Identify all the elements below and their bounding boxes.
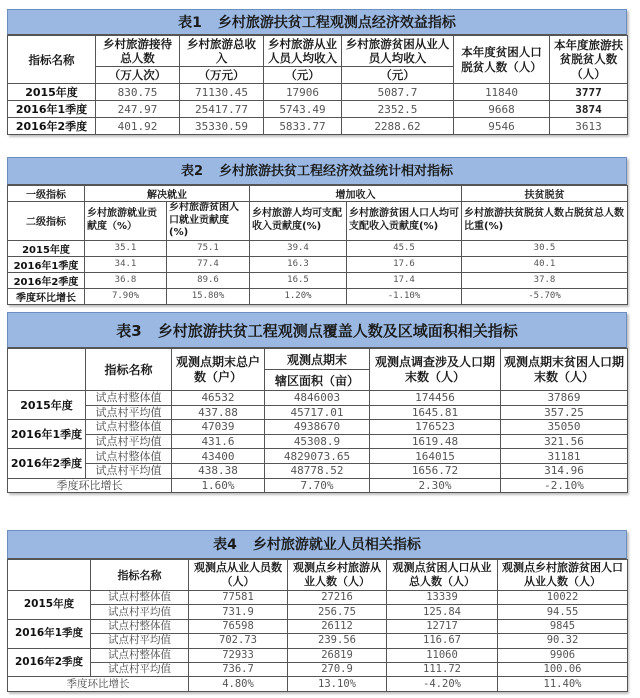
table-row (8, 648, 628, 662)
unit-10k-person-times: （万人次） (96, 67, 180, 84)
cell: 25417.77 (180, 101, 264, 118)
cell: 7.70% (265, 478, 370, 493)
table-row-growth (8, 288, 628, 304)
cell: 3874 (550, 101, 628, 118)
cell: 31181 (501, 449, 628, 464)
cell: 5743.49 (264, 101, 342, 118)
header-total-income: 乡村旅游总收入 (180, 36, 264, 67)
header-blank (8, 349, 86, 391)
header-employees: 观测点从业人员数（人） (189, 560, 288, 591)
table-2-title-text: 乡村旅游扶贫工程经济效益统计相对指标 (219, 164, 454, 179)
table-4-employment (7, 530, 627, 692)
header-tourism-poverty-exit-count: 本年度旅游扶贫脱贫人数（人） (550, 36, 628, 84)
cell: 30.5 (462, 240, 628, 256)
cell: 321.56 (501, 434, 628, 449)
cell: 26819 (288, 648, 387, 662)
header-total-households: 观测点期末总户数（户） (172, 349, 265, 391)
cell: 125.84 (387, 605, 498, 619)
table-4-title (7, 530, 627, 559)
cell: 431.6 (172, 434, 265, 449)
row-label: 2016年2季度 (8, 272, 85, 288)
group-employment: 解决就业 (85, 186, 250, 202)
cell: 437.88 (172, 405, 265, 420)
cell: -1.10% (347, 288, 462, 304)
cell: 5833.77 (264, 118, 342, 135)
cell: 1645.81 (370, 405, 501, 420)
sub-label: 试点村整体值 (91, 619, 189, 633)
indicator-income-contribution: 乡村旅游人均可支配收入贡献度(%) (250, 202, 347, 241)
header-blank (8, 560, 91, 591)
cell: -2.10% (501, 478, 628, 493)
table-2-grid (7, 185, 628, 305)
row-label: 2016年1季度 (8, 101, 96, 118)
cell: 5087.7 (342, 84, 454, 101)
table-row (8, 634, 628, 648)
table-3-grid (7, 348, 628, 493)
header-indicator-name: 指标名称 (8, 36, 96, 84)
period-label: 2016年2季度 (8, 648, 91, 677)
table-1-title (7, 9, 627, 35)
growth-label: 季度环比增长 (8, 677, 189, 691)
table-3-number: 表3 (116, 322, 142, 340)
cell: 731.9 (189, 605, 288, 619)
sub-label: 试点村整体值 (91, 648, 189, 662)
cell: 438.38 (172, 463, 265, 478)
header-per-capita-income: 乡村旅游从业人员人均收入 (264, 36, 342, 67)
header-tourism-employees: 观测点乡村旅游从业人数（人） (288, 560, 387, 591)
sub-label: 试点村平均值 (91, 634, 189, 648)
cell: 702.73 (189, 634, 288, 648)
table-row (8, 240, 628, 256)
header-poverty-exit-count: 本年度贫困人口脱贫人数（人） (454, 36, 550, 84)
cell: 71130.45 (180, 84, 264, 101)
table-row (8, 272, 628, 288)
unit-yuan: （元） (342, 67, 454, 84)
header-poor-tourism-employees: 观测点乡村旅游贫困人口从业人数（人） (498, 560, 628, 591)
cell: 36.8 (85, 272, 167, 288)
table-1-grid (7, 35, 628, 135)
cell: 256.75 (288, 605, 387, 619)
table-2-title (7, 157, 627, 185)
cell: 37869 (501, 391, 628, 406)
cell: 46532 (172, 391, 265, 406)
row-label: 2016年2季度 (8, 118, 96, 135)
cell: 40.1 (462, 256, 628, 272)
cell: 37.8 (462, 272, 628, 288)
cell: 77.4 (167, 256, 250, 272)
sub-label: 试点村平均值 (86, 463, 172, 478)
group-poverty-exit: 扶贫脱贫 (462, 186, 628, 202)
header-surveyed-population: 观测点调查涉及人口期末数（人） (370, 349, 501, 391)
table-4-grid (7, 559, 628, 692)
cell: 26112 (288, 619, 387, 633)
table-row (8, 391, 628, 406)
level-2-label: 二级指标 (8, 202, 85, 241)
sub-label: 试点村平均值 (86, 405, 172, 420)
cell: 4938670 (265, 420, 370, 435)
table-1-economic-benefit (7, 9, 627, 135)
indicator-employment-contribution: 乡村旅游就业贡献度（%） (85, 202, 167, 241)
cell: 9546 (454, 118, 550, 135)
cell: 247.97 (96, 101, 180, 118)
cell: 11.40% (498, 677, 628, 691)
cell: 736.7 (189, 662, 288, 676)
sub-label: 试点村整体值 (86, 391, 172, 406)
cell: 43400 (172, 449, 265, 464)
cell: 4.80% (189, 677, 288, 691)
table-1-number: 表1 (178, 15, 202, 31)
growth-label: 季度环比增长 (8, 478, 172, 493)
period-label: 2016年1季度 (8, 420, 86, 449)
table-1-title-text: 乡村旅游扶贫工程观测点经济效益指标 (217, 15, 456, 31)
table-2-relative-indicators (7, 157, 627, 305)
cell: 75.1 (167, 240, 250, 256)
unit-yuan: （元） (264, 67, 342, 84)
cell: 94.55 (498, 605, 628, 619)
cell: 176523 (370, 420, 501, 435)
cell: 76598 (189, 619, 288, 633)
cell: 164015 (370, 449, 501, 464)
cell: 17.6 (347, 256, 462, 272)
sub-label: 试点村整体值 (86, 449, 172, 464)
table-row (8, 434, 628, 449)
row-label: 2015年度 (8, 84, 96, 101)
sub-label: 试点村整体值 (91, 591, 189, 605)
cell: 2.30% (370, 478, 501, 493)
cell: 4846003 (265, 391, 370, 406)
header-total-visitors: 乡村旅游接待总人数 (96, 36, 180, 67)
table-row-growth (8, 677, 628, 691)
cell: 111.72 (387, 662, 498, 676)
unit-10k-yuan: （万元） (180, 67, 264, 84)
cell: 9845 (498, 619, 628, 633)
table-4-title-text: 乡村旅游就业人员相关指标 (252, 537, 421, 553)
cell: 1656.72 (370, 463, 501, 478)
table-row (8, 605, 628, 619)
cell: 10022 (498, 591, 628, 605)
cell: 314.96 (501, 463, 628, 478)
header-indicator-name: 指标名称 (91, 560, 189, 591)
cell: 3777 (550, 84, 628, 101)
cell: 7.90% (85, 288, 167, 304)
table-row (8, 256, 628, 272)
indicator-poverty-exit-share: 乡村旅游扶贫脱贫人数占脱贫总人数比重(%) (462, 202, 628, 241)
cell: 13339 (387, 591, 498, 605)
table-row (8, 463, 628, 478)
table-row (8, 591, 628, 605)
cell: 270.9 (288, 662, 387, 676)
cell: 1.20% (250, 288, 347, 304)
cell: 35330.59 (180, 118, 264, 135)
level-1-label: 一级指标 (8, 186, 85, 202)
cell: 34.1 (85, 256, 167, 272)
cell: -4.20% (387, 677, 498, 691)
cell: 401.92 (96, 118, 180, 135)
table-row (8, 118, 628, 135)
cell: 1.60% (172, 478, 265, 493)
table-row (8, 405, 628, 420)
table-2-number: 表2 (180, 164, 204, 179)
table-row (8, 84, 628, 101)
cell: 9906 (498, 648, 628, 662)
table-row (8, 101, 628, 118)
cell: 35050 (501, 420, 628, 435)
table-row-growth (8, 478, 628, 493)
cell: 72933 (189, 648, 288, 662)
table-3-coverage (7, 312, 627, 493)
cell: 2288.62 (342, 118, 454, 135)
cell: 89.6 (167, 272, 250, 288)
period-label: 2015年度 (8, 391, 86, 420)
cell: 15.80% (167, 288, 250, 304)
cell: 357.25 (501, 405, 628, 420)
cell: 116.67 (387, 634, 498, 648)
cell: 239.56 (288, 634, 387, 648)
cell: 48778.52 (265, 463, 370, 478)
header-area-bottom: 辖区面积（亩） (265, 370, 370, 391)
header-poor-population: 观测点期末贫困人口期末数（人） (501, 349, 628, 391)
row-label: 2015年度 (8, 240, 85, 256)
table-3-title (7, 312, 627, 348)
row-label: 2016年1季度 (8, 256, 85, 272)
cell: 17906 (264, 84, 342, 101)
row-label: 季度环比增长 (8, 288, 85, 304)
cell: 830.75 (96, 84, 180, 101)
period-label: 2015年度 (8, 591, 91, 620)
cell: 35.1 (85, 240, 167, 256)
sub-label: 试点村整体值 (86, 420, 172, 435)
cell: 27216 (288, 591, 387, 605)
cell: 100.06 (498, 662, 628, 676)
table-row (8, 619, 628, 633)
sub-label: 试点村平均值 (91, 662, 189, 676)
cell: 174456 (370, 391, 501, 406)
cell: 45.5 (347, 240, 462, 256)
cell: 16.5 (250, 272, 347, 288)
table-row (8, 449, 628, 464)
cell: 11840 (454, 84, 550, 101)
cell: 11060 (387, 648, 498, 662)
cell: 90.32 (498, 634, 628, 648)
cell: 13.10% (288, 677, 387, 691)
header-poor-per-capita-income: 乡村旅游贫困从业人员人均收入 (342, 36, 454, 67)
cell: 12717 (387, 619, 498, 633)
table-3-title-text: 乡村旅游扶贫工程观测点覆盖人数及区域面积相关指标 (157, 322, 518, 340)
header-area-top: 观测点期末 (265, 349, 370, 370)
indicator-poor-income-contribution: 乡村旅游贫困人口人均可支配收入贡献度(%) (347, 202, 462, 241)
header-poor-employees: 观测点贫困人口从业总人数（人） (387, 560, 498, 591)
table-4-number: 表4 (213, 537, 237, 553)
cell: 4829073.65 (265, 449, 370, 464)
sub-label: 试点村平均值 (91, 605, 189, 619)
period-label: 2016年2季度 (8, 449, 86, 478)
cell: 45308.9 (265, 434, 370, 449)
cell: 2352.5 (342, 101, 454, 118)
cell: 16.3 (250, 256, 347, 272)
cell: 1619.48 (370, 434, 501, 449)
period-label: 2016年1季度 (8, 619, 91, 648)
header-indicator-name: 指标名称 (86, 349, 172, 391)
table-row (8, 662, 628, 676)
cell: 3613 (550, 118, 628, 135)
cell: 77581 (189, 591, 288, 605)
cell: -5.70% (462, 288, 628, 304)
table-row (8, 420, 628, 435)
cell: 45717.01 (265, 405, 370, 420)
cell: 39.4 (250, 240, 347, 256)
sub-label: 试点村平均值 (86, 434, 172, 449)
cell: 9668 (454, 101, 550, 118)
cell: 17.4 (347, 272, 462, 288)
indicator-poor-employment-contribution: 乡村旅游贫困人口就业贡献度(%) (167, 202, 250, 241)
cell: 47039 (172, 420, 265, 435)
group-income: 增加收入 (250, 186, 462, 202)
